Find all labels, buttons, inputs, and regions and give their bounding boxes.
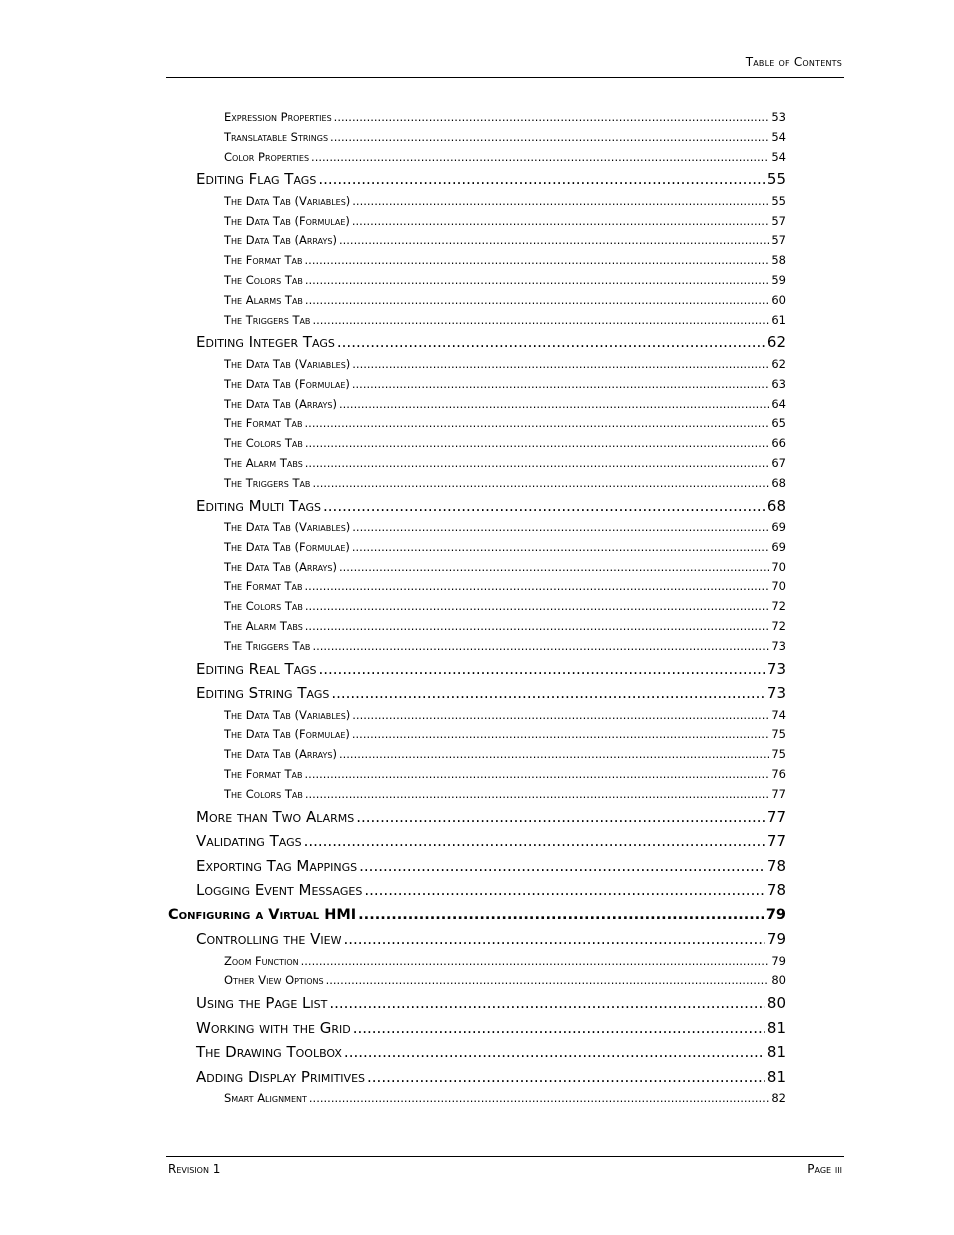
toc-leader-dots <box>352 725 769 745</box>
toc-leader-dots <box>305 454 770 474</box>
toc-entry-title: Adding Display Primitives <box>196 1067 366 1086</box>
toc-entry-title: Editing Flag Tags <box>196 170 317 189</box>
toc-entry[interactable] <box>168 577 786 597</box>
toc-entry-title: Color Properties <box>224 149 310 164</box>
toc-entry-page: 81 <box>766 1067 786 1086</box>
toc-entry-title: The Format Tab <box>224 416 303 431</box>
toc-entry[interactable] <box>168 1065 786 1090</box>
toc-entry-title: The Format Tab <box>224 253 303 268</box>
toc-entry-title: The Alarm Tabs <box>224 455 303 470</box>
toc-leader-dots <box>329 991 765 1016</box>
toc-entry[interactable] <box>168 494 786 519</box>
toc-leader-dots <box>339 395 769 415</box>
toc-leader-dots <box>352 192 769 212</box>
toc-entry-title: The Data Tab (Arrays) <box>224 233 337 248</box>
toc-entry-title: The Data Tab (Formulae) <box>224 727 350 742</box>
toc-entry-title: Expression Properties <box>224 110 332 124</box>
toc-entry[interactable] <box>168 271 786 291</box>
toc-entry[interactable] <box>168 474 786 494</box>
toc-entry[interactable] <box>168 765 786 785</box>
toc-leader-dots <box>367 1065 765 1090</box>
toc-entry[interactable] <box>168 878 786 903</box>
toc-leader-dots <box>305 765 770 785</box>
toc-entry-page: 79 <box>771 953 786 968</box>
toc-entry-page: 61 <box>771 312 786 327</box>
toc-entry[interactable] <box>168 991 786 1016</box>
toc-entry-page: 80 <box>771 973 786 988</box>
toc-entry-page: 59 <box>771 273 786 288</box>
toc-entry-title: The Drawing Toolbox <box>196 1043 342 1062</box>
toc-entry-page: 67 <box>771 455 786 470</box>
toc-leader-dots <box>326 971 770 991</box>
toc-entry[interactable] <box>168 952 786 972</box>
toc-leader-dots <box>352 355 769 375</box>
toc-entry-title: Editing String Tags <box>196 684 330 703</box>
toc-entry-title: The Triggers Tab <box>224 638 311 653</box>
toc-entry-page: 79 <box>765 906 786 923</box>
toc-entry-title: The Data Tab (Formulae) <box>224 376 350 391</box>
toc-entry-page: 73 <box>771 638 786 653</box>
toc-entry[interactable] <box>168 597 786 617</box>
toc-entry[interactable] <box>168 330 786 355</box>
toc-entry[interactable] <box>168 1016 786 1041</box>
toc-entry-page: 55 <box>771 193 786 208</box>
toc-entry-title: Validating Tags <box>196 832 302 851</box>
toc-leader-dots <box>337 330 765 355</box>
toc-entry[interactable] <box>168 558 786 578</box>
toc-entry-title: The Data Tab (Formulae) <box>224 539 350 554</box>
toc-entry[interactable] <box>168 706 786 726</box>
toc-leader-dots <box>352 212 769 232</box>
toc-entry-title: Exporting Tag Mappings <box>196 856 358 875</box>
toc-entry[interactable] <box>168 355 786 375</box>
toc-leader-dots <box>305 785 770 805</box>
footer-rule <box>166 1156 844 1157</box>
toc-entry-title: The Format Tab <box>224 767 303 782</box>
toc-entry-page: 69 <box>771 520 786 535</box>
toc-entry[interactable] <box>168 725 786 745</box>
toc-entry-page: 65 <box>771 416 786 431</box>
toc-entry-page: 74 <box>771 707 786 722</box>
toc-leader-dots <box>344 1040 765 1065</box>
toc-leader-dots <box>305 597 770 617</box>
toc-entry-page: 77 <box>766 832 786 851</box>
toc-entry[interactable] <box>168 637 786 657</box>
toc-entry[interactable] <box>168 805 786 830</box>
toc-leader-dots <box>352 375 769 395</box>
toc-entry[interactable] <box>168 212 786 232</box>
toc-entry-title: Logging Event Messages <box>196 881 363 900</box>
toc-entry-page: 76 <box>771 767 786 782</box>
toc-entry-page: 80 <box>766 994 786 1013</box>
toc-entry-title: The Data Tab (Variables) <box>224 520 351 535</box>
toc-leader-dots <box>339 231 769 251</box>
toc-entry-title: Zoom Function <box>224 953 299 968</box>
toc-entry[interactable] <box>168 108 786 128</box>
toc-entry-page: 73 <box>766 684 786 703</box>
toc-entry-page: 54 <box>771 149 786 164</box>
toc-entry-page: 62 <box>766 333 786 352</box>
toc-leader-dots <box>312 474 769 494</box>
toc-entry-page: 63 <box>771 376 786 391</box>
toc-leader-dots <box>305 617 770 637</box>
toc-entry[interactable] <box>168 231 786 251</box>
toc-entry[interactable] <box>168 745 786 765</box>
toc-entry-page: 66 <box>771 436 786 451</box>
toc-entry[interactable] <box>168 854 786 879</box>
toc-entry-title: The Colors Tab <box>224 786 303 801</box>
toc-entry-page: 73 <box>766 659 786 678</box>
toc-entry-title: The Data Tab (Arrays) <box>224 559 337 574</box>
toc-entry[interactable] <box>168 434 786 454</box>
toc-entry[interactable] <box>168 167 786 192</box>
toc-entry-title: Smart Alignment <box>224 1091 307 1106</box>
toc-entry-title: The Data Tab (Variables) <box>224 193 351 208</box>
toc-entry-title: Configuring a Virtual HMI <box>168 906 357 923</box>
toc-entry[interactable] <box>168 971 786 991</box>
toc-entry-title: The Triggers Tab <box>224 312 311 327</box>
toc-entry-title: The Colors Tab <box>224 436 303 451</box>
toc-entry[interactable] <box>168 829 786 854</box>
toc-entry-page: 55 <box>766 170 786 189</box>
toc-entry-title: The Colors Tab <box>224 273 303 288</box>
footer-revision: Revision 1 <box>168 1162 221 1176</box>
toc-leader-dots <box>331 681 765 706</box>
toc-entry[interactable] <box>168 1089 786 1109</box>
toc-entry-page: 58 <box>771 253 786 268</box>
footer-page-number: Page iii <box>807 1162 842 1176</box>
toc-entry[interactable] <box>168 518 786 538</box>
toc-entry[interactable] <box>168 414 786 434</box>
toc-entry[interactable] <box>168 454 786 474</box>
toc-entry[interactable] <box>168 681 786 706</box>
toc-leader-dots <box>301 952 770 972</box>
toc-entry-page: 53 <box>771 110 786 124</box>
toc-entry-title: The Data Tab (Variables) <box>224 356 351 371</box>
toc-entry-page: 68 <box>766 496 786 515</box>
toc-entry-page: 70 <box>771 559 786 574</box>
toc-entry-title: The Alarms Tab <box>224 292 303 307</box>
toc-entry-title: Editing Integer Tags <box>196 333 335 352</box>
toc-leader-dots <box>364 878 765 903</box>
toc-entry-page: 72 <box>771 619 786 634</box>
toc-entry-title: Other View Options <box>224 973 324 988</box>
toc-leader-dots <box>305 577 770 597</box>
toc-entry-page: 78 <box>766 856 786 875</box>
toc-entry-title: Using the Page List <box>196 994 328 1013</box>
toc-leader-dots <box>330 128 769 148</box>
toc-leader-dots <box>312 637 769 657</box>
toc-entry-title: Editing Multi Tags <box>196 496 322 515</box>
toc-entry-title: The Data Tab (Arrays) <box>224 396 337 411</box>
toc-entry[interactable] <box>168 927 786 952</box>
table-of-contents <box>168 108 786 1109</box>
toc-leader-dots <box>304 829 765 854</box>
toc-entry-page: 57 <box>771 213 786 228</box>
toc-entry[interactable] <box>168 1040 786 1065</box>
toc-leader-dots <box>359 854 765 879</box>
toc-leader-dots <box>305 251 770 271</box>
toc-leader-dots <box>339 745 769 765</box>
toc-entry-page: 60 <box>771 292 786 307</box>
toc-leader-dots <box>352 706 769 726</box>
toc-leader-dots <box>305 291 769 311</box>
toc-entry[interactable] <box>168 785 786 805</box>
toc-leader-dots <box>343 927 764 952</box>
toc-entry-title: The Data Tab (Formulae) <box>224 213 350 228</box>
toc-leader-dots <box>339 558 769 578</box>
toc-entry-title: Working with the Grid <box>196 1018 351 1037</box>
toc-entry-page: 77 <box>771 786 786 801</box>
toc-entry[interactable] <box>168 148 786 168</box>
toc-leader-dots <box>305 271 770 291</box>
toc-entry-page: 79 <box>766 930 786 949</box>
toc-leader-dots <box>311 148 769 168</box>
toc-leader-dots <box>309 1089 769 1109</box>
toc-entry[interactable] <box>168 251 786 271</box>
toc-entry[interactable] <box>168 395 786 415</box>
toc-entry-page: 82 <box>771 1091 786 1106</box>
toc-entry-page: 68 <box>771 475 786 490</box>
toc-entry[interactable] <box>168 128 786 148</box>
toc-entry-title: Translatable Strings <box>224 129 329 144</box>
toc-entry[interactable] <box>168 538 786 558</box>
toc-entry-page: 78 <box>766 881 786 900</box>
toc-leader-dots <box>312 311 769 331</box>
toc-leader-dots <box>305 414 770 434</box>
toc-entry-title: The Alarm Tabs <box>224 619 303 634</box>
toc-entry[interactable] <box>168 657 786 682</box>
toc-entry-page: 57 <box>771 233 786 248</box>
toc-entry-title: Editing Real Tags <box>196 659 317 678</box>
toc-entry-title: The Colors Tab <box>224 599 303 614</box>
toc-entry-page: 62 <box>771 356 786 371</box>
toc-entry-title: The Data Tab (Variables) <box>224 707 351 722</box>
toc-entry-page: 72 <box>771 599 786 614</box>
toc-entry-page: 69 <box>771 539 786 554</box>
toc-entry[interactable] <box>168 192 786 212</box>
toc-entry-title: The Triggers Tab <box>224 475 311 490</box>
toc-entry-title: The Format Tab <box>224 579 303 594</box>
header-rule <box>166 77 844 78</box>
toc-leader-dots <box>358 903 764 928</box>
toc-entry-page: 81 <box>766 1018 786 1037</box>
toc-leader-dots <box>305 434 770 454</box>
toc-entry[interactable] <box>168 291 786 311</box>
toc-leader-dots <box>318 657 764 682</box>
toc-leader-dots <box>356 805 765 830</box>
toc-entry[interactable] <box>168 903 786 928</box>
toc-entry[interactable] <box>168 617 786 637</box>
toc-leader-dots <box>352 518 769 538</box>
toc-leader-dots <box>318 167 765 192</box>
toc-entry-page: 77 <box>766 807 786 826</box>
toc-entry-page: 81 <box>766 1043 786 1062</box>
toc-leader-dots <box>334 108 770 128</box>
toc-leader-dots <box>323 494 765 519</box>
page-header-title: Table of Contents <box>745 55 842 69</box>
toc-leader-dots <box>352 538 769 558</box>
toc-entry-title: More than Two Alarms <box>196 807 355 826</box>
toc-entry-page: 64 <box>771 396 786 411</box>
toc-entry-page: 70 <box>771 579 786 594</box>
toc-entry-page: 54 <box>771 129 786 144</box>
toc-entry[interactable] <box>168 375 786 395</box>
toc-entry-title: The Data Tab (Arrays) <box>224 747 337 762</box>
toc-entry-title: Controlling the View <box>196 930 342 949</box>
toc-entry-page: 75 <box>771 727 786 742</box>
toc-leader-dots <box>353 1016 765 1041</box>
toc-entry-page: 75 <box>771 747 786 762</box>
toc-entry[interactable] <box>168 311 786 331</box>
